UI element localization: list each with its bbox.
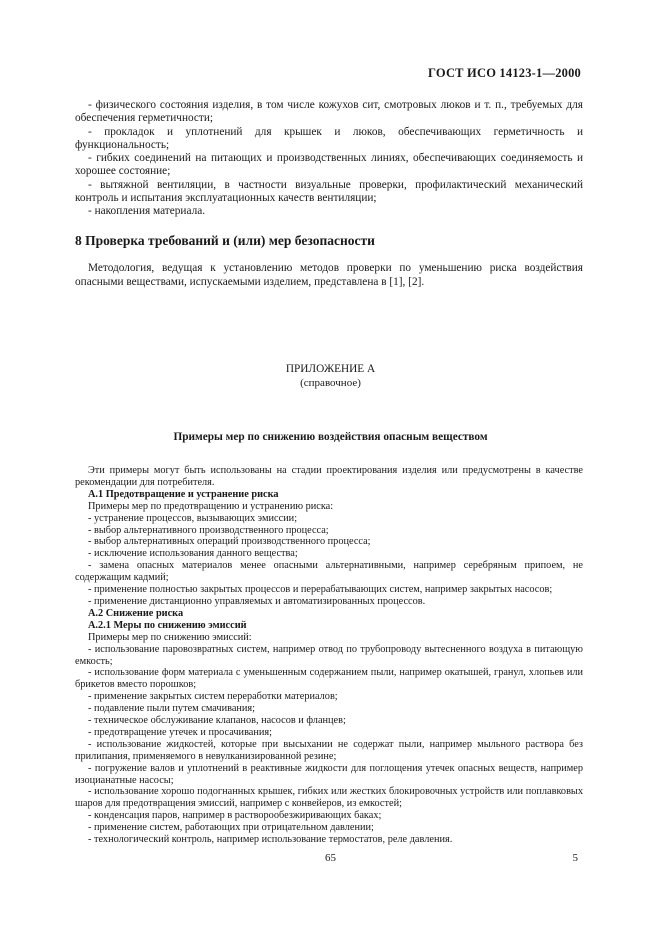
paragraph: - исключение использования данного вещества; <box>88 548 298 560</box>
list-item: - гибких соединений на питающих и производственных линиях, обеспечивающих соединяемость и хорошее состояние; <box>75 152 583 178</box>
paragraph: - использование жидкостей, которые при высыхании не содержат пыли, например мыльного раствора без прилипания, применяемого в невулканизированной резине; <box>75 738 583 762</box>
paragraph: - конденсация паров, например в растворообезжиривающих баках; <box>88 810 382 822</box>
appendix-heading: Примеры мер по снижению воздействия опасным веществом <box>173 431 488 443</box>
appendix-subtitle: (справочное) <box>300 377 361 389</box>
page-number: 65 <box>325 852 336 864</box>
list-item: - прокладок и уплотнений для крышек и люков, обеспечивающих герметичность и функциональность; <box>75 125 583 151</box>
paragraph: Эти примеры могут быть использованы на стадии проектирования изделия или предусмотрены в качестве рекомендации для потребителя. <box>75 465 583 488</box>
paragraph: - использование паровозвратных систем, например отвод по трубопроводу вытесненного воздуха в питающую емкость; <box>75 643 583 667</box>
paragraph: - предотвращение утечек и просачивания; <box>88 726 272 738</box>
paragraph: - применение закрытых систем переработки материалов; <box>88 691 338 703</box>
subsection-heading: А.2.1 Меры по снижению эмиссий <box>88 619 247 631</box>
paragraph: - выбор альтернативных операций производственного процесса; <box>88 536 371 548</box>
paragraph: - применение дистанционно управляемых и автоматизированных процессов. <box>88 595 426 607</box>
paragraph: - замена опасных материалов менее опасными альтернативными, например серебряным припоем, не содержащим кадмий; <box>75 560 583 584</box>
paragraph: - использование форм материала с уменьшенным содержанием пыли, например окатышей, гранул, хлопьев или брикетов вместо порошков; <box>75 667 583 691</box>
subsection-heading: А.1 Предотвращение и устранение риска <box>88 488 279 500</box>
section-8-title: 8 Проверка требований и (или) мер безопасности <box>75 233 375 248</box>
subsection-heading: А.2 Снижение риска <box>88 607 184 619</box>
paragraph: Примеры мер по снижению эмиссий: <box>88 631 252 643</box>
paragraph: - применение полностью закрытых процессов и перерабатывающих систем, например закрытых насосов; <box>88 584 553 596</box>
paragraph: - техническое обслуживание клапанов, насосов и фланцев; <box>88 715 346 727</box>
paragraph: - устранение процессов, вызывающих эмиссии; <box>88 512 298 524</box>
paragraph: - использование хорошо подогнанных крышек, гибких или жестких блокировочных устройств или поплавковых шаров для предотвращения эмиссий, например с конвейеров, из емкостей; <box>75 786 583 810</box>
document-code: ГОСТ ИСО 14123-1—2000 <box>428 66 581 80</box>
sheet-number: 5 <box>572 852 578 864</box>
paragraph: - подавление пыли путем смачивания; <box>88 703 256 715</box>
list-item: - накопления материала. <box>88 205 206 218</box>
appendix-body <box>75 465 583 846</box>
paragraph: - выбор альтернативного производственного процесса; <box>88 524 329 536</box>
section-8-body: Методология, ведущая к установлению методов проверки по уменьшению риска воздействия опасными веществами, испускаемыми изделием, представлена в [1], [2]. <box>75 262 583 288</box>
control-list <box>75 99 583 219</box>
appendix-title: ПРИЛОЖЕНИЕ А <box>285 363 376 375</box>
paragraph: - погружение валов и уплотнений в реактивные жидкости для поглощения утечек опасных веществ, например изоцианатные насосы; <box>75 762 583 786</box>
paragraph: Примеры мер по предотвращению и устранению риска: <box>88 500 334 512</box>
list-item: - вытяжной вентиляции, в частности визуальные проверки, профилактический механический контроль и испытания эксплуатационных качеств вентиляции; <box>75 178 583 205</box>
paragraph: - технологический контроль, например использование термостатов, реле давления. <box>88 834 453 846</box>
list-item: - физического состояния изделия, в том числе кожухов сит, смотровых люков и т. п., требуемых для обеспечения герметичности; <box>75 99 583 125</box>
paragraph: - применение систем, работающих при отрицательном давлении; <box>88 822 374 834</box>
